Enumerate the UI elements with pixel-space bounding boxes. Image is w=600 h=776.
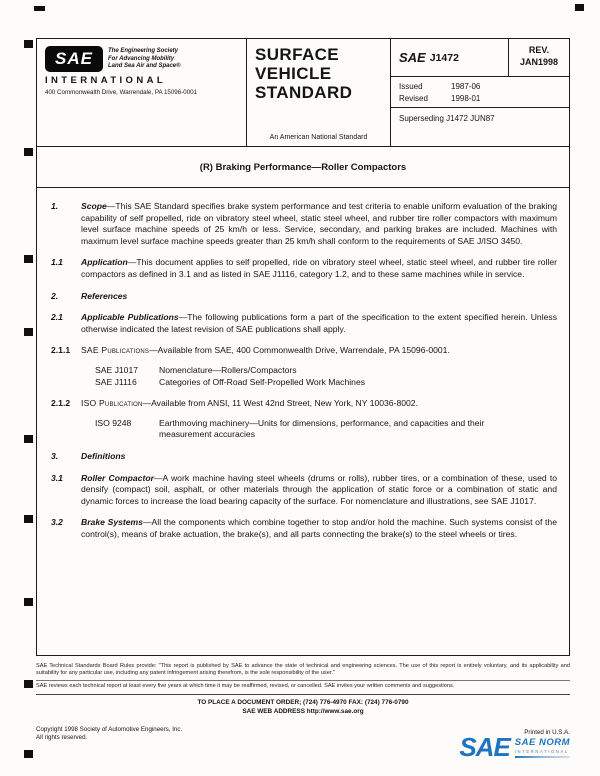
international-wordmark: INTERNATIONAL (45, 75, 167, 86)
registration-mark (24, 328, 33, 336)
sae-logo: SAE (45, 46, 103, 72)
section-heading: Definitions (81, 450, 126, 461)
section-number: 1.1 (51, 257, 63, 268)
superseding-note: Superseding J1472 JUN87 (399, 114, 495, 124)
rights-line: All rights reserved. (36, 734, 88, 741)
page-footer (36, 661, 570, 762)
section-number: 3.2 (51, 517, 63, 528)
order-phone-line: TO PLACE A DOCUMENT ORDER; (724) 776-4970 FAX: (724) 776-0790 (197, 699, 409, 706)
standards-board-notice: SAE Technical Standards Board Rules provide: "This report is published by SAE to advance the state of technical and engineering sciences. The use of this report is entirely voluntary, and its applicability and suitability for any particular use, including any patent infringement arising therefrom, is the sole responsibility of the user." (36, 663, 570, 676)
section-text: —Available from ANSI, 11 West 42nd Street, New York, NY 10036-8002. (142, 398, 418, 409)
reference-title: Nomenclature—Rollers/Compactors (159, 364, 297, 375)
section-number: 1. (51, 201, 59, 211)
registration-mark (24, 148, 33, 156)
reference-item (95, 377, 557, 389)
section-number: 2.1.2 (51, 398, 71, 409)
section-application (51, 257, 557, 280)
footer-divider (36, 694, 570, 695)
document-body (37, 188, 569, 560)
section-references (51, 291, 557, 303)
registration-mark (34, 6, 45, 11)
section-heading: Brake Systems (81, 517, 143, 528)
section-text: —All the components which combine together to stop and/or hold the machine. Such systems consist of the control(s), means of brake actuation, the brake(s), and all parts connecting the brake(s) to the steel wheels or tires. (81, 517, 557, 539)
section-heading: ISO Publication (81, 398, 143, 409)
sae-tagline: The Engineering Society For Advancing Mobility Land Sea Air and Space® (108, 48, 181, 69)
revised-label: Revised (399, 93, 428, 103)
registration-mark (24, 435, 33, 443)
document-frame (36, 38, 570, 656)
section-applicable-publications (51, 312, 557, 335)
section-text: —The following publications form a part of the specification to the extent specified herein. Unless otherwise indicated the latest revision of SAE publications shall apply. (81, 312, 557, 334)
ans-note: An American National Standard (269, 134, 368, 141)
registration-mark (24, 40, 33, 48)
review-notice: SAE reviews each technical report at least every five years at which time it may be reaffirmed, revised, or cancelled. SAE invites your written comments and suggestions. (36, 680, 570, 693)
section-definitions (51, 451, 557, 463)
registration-mark (24, 750, 33, 758)
reference-title: Earthmoving machinery—Units for dimensions, performance, and capacities and their measurement accuracies (159, 417, 485, 440)
document-meta-block (391, 39, 569, 146)
sae-norm-subtitle: INTERNATIONAL (514, 749, 569, 755)
reference-item (95, 365, 557, 377)
section-heading: Scope (81, 201, 107, 211)
registration-mark (575, 4, 584, 11)
document-title: (R) Braking Performance—Roller Compactors (37, 147, 569, 188)
reference-title: Categories of Off-Road Self-Propelled Work Machines (159, 376, 366, 387)
section-heading: SAE Publications (81, 345, 150, 356)
document-type: SURFACE VEHICLE STANDARD (255, 45, 353, 103)
section-scope (51, 201, 557, 247)
section-number: 2.1.1 (51, 345, 71, 356)
section-heading: Roller Compactor (81, 472, 154, 483)
revision-badge: REV. JAN1998 (519, 45, 559, 68)
section-text: —This SAE Standard specifies brake system performance and test criteria to enable uniform evaluation of the braking capability of self propelled, ride on vibratory steel wheel, static steel wheel, and rubber tire roller compactors with maximum level surface machine speeds of 25 km/h or less. Service, secondary, and parking brakes are included. Machines with maximum level surface machine speeds greater than 25 km/h shall conform to the requirements of SAE J/ISO 3450. (81, 201, 557, 246)
copyright-line: Copyright 1998 Society of Automotive Engineers, Inc. (36, 726, 183, 733)
sae-reference-list (95, 365, 557, 388)
section-number: 3.1 (51, 472, 63, 483)
sae-norm-name: SAE NORM (514, 737, 570, 749)
section-number: 2. (51, 290, 59, 301)
registration-mark (24, 598, 33, 606)
registration-mark (24, 680, 33, 688)
reference-code: SAE J1116 (95, 376, 137, 387)
section-brake-systems (51, 517, 557, 540)
reference-code: SAE J1017 (95, 364, 138, 375)
publisher-block (37, 39, 247, 146)
reference-code: ISO 9248 (95, 417, 132, 428)
document-number: J1472 (429, 51, 459, 64)
publisher-address: 400 Commonwealth Drive, Warrendale, PA 15096-0001 (45, 89, 198, 96)
document-code (391, 39, 509, 76)
registration-mark (24, 515, 33, 523)
sae-norm-bar (515, 756, 570, 759)
section-number: 3. (51, 450, 59, 461)
section-sae-publications (51, 345, 557, 357)
issued-date: 1987-06 (451, 82, 481, 91)
document-type-block (247, 39, 391, 146)
registration-mark (24, 255, 33, 263)
reference-item (95, 418, 557, 441)
dates-block (391, 77, 569, 108)
revised-date: 1998-01 (451, 93, 481, 103)
section-roller-compactor (51, 473, 557, 508)
section-heading: Applicable Publications (81, 312, 179, 323)
section-iso-publication (51, 398, 557, 410)
section-text: —A work machine having steel wheels (drums or rolls), rubber tires, or a combination of these, used to densify (compact) soil, asphalt, or other materials through the application of static force or a combination of static and dynamic forces to increase the load bearing capacity of the surface. For nomenclature and illustrations, see SAE J1017. (81, 472, 557, 506)
section-number: 2.1 (51, 312, 63, 323)
section-text: —This document applies to self propelled, ride on vibratory steel wheel, static steel wheel, and rubber tire roller compactors as defined in 3.1 and as listed in SAE J1116, category 1.2, and to these same machines while in service. (81, 257, 557, 279)
printed-in-usa: Printed in U.S.A. (524, 729, 570, 736)
order-info (36, 699, 570, 716)
section-heading: References (81, 290, 128, 301)
section-heading: Application (81, 257, 128, 268)
sae-norm-glyph: SAE (459, 732, 510, 762)
section-text: —Available from SAE, 400 Commonwealth Drive, Warrendale, PA 15096-0001. (149, 345, 450, 356)
iso-reference-list (95, 418, 557, 441)
sae-code-logo: SAE (399, 50, 426, 65)
issued-label: Issued (399, 82, 423, 91)
document-header (37, 39, 569, 147)
web-address-line: SAE WEB ADDRESS http://www.sae.org (242, 707, 364, 715)
